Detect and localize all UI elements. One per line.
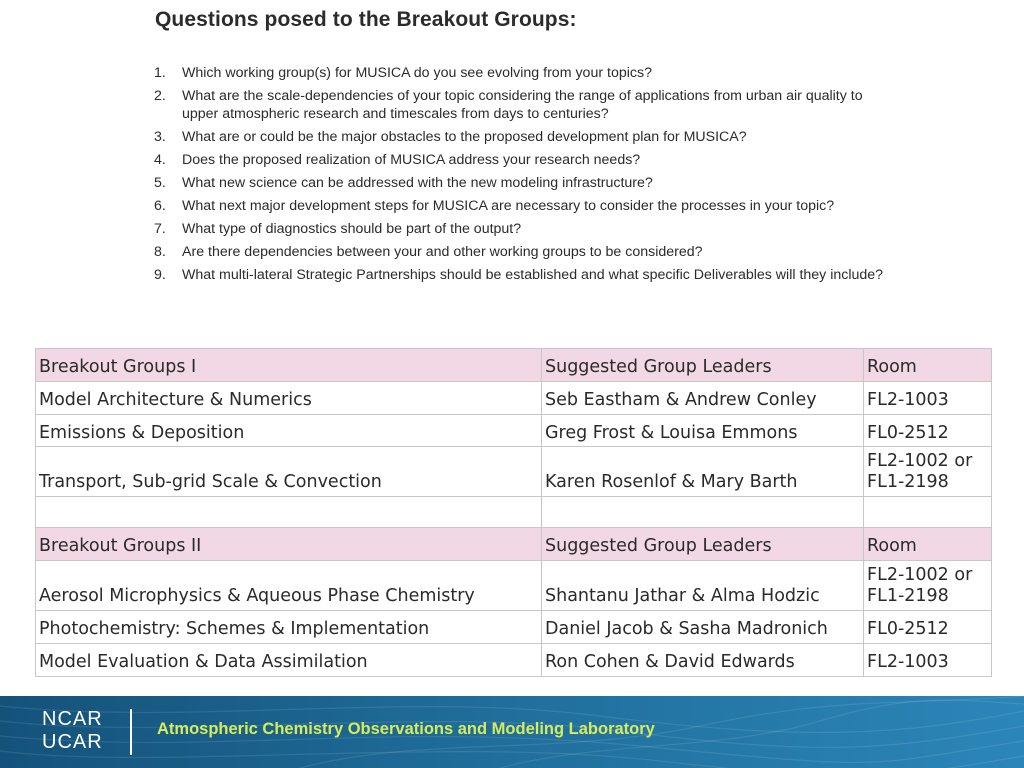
question-text: Does the proposed realization of MUSICA address your research needs? bbox=[182, 152, 641, 168]
question-number: 3. bbox=[154, 129, 166, 145]
table-row bbox=[36, 644, 992, 677]
room-cell: FL2-1003 bbox=[864, 644, 992, 677]
group-name-cell: Model Architecture & Numerics bbox=[36, 382, 542, 415]
question-number: 8. bbox=[154, 244, 166, 260]
leaders-cell: Greg Frost & Louisa Emmons bbox=[542, 415, 864, 447]
group-name-cell: Model Evaluation & Data Assimilation bbox=[36, 644, 542, 677]
question-text: What are the scale-dependencies of your topic considering the range of applications from urban air quality to upper atmospheric research and timescales from days to centuries? bbox=[182, 88, 863, 122]
room-cell bbox=[864, 561, 992, 611]
room-cell: FL0-2512 bbox=[864, 415, 992, 447]
group-header-cell: Breakout Groups II bbox=[36, 528, 542, 561]
question-text: Are there dependencies between your and other working groups to be considered? bbox=[182, 244, 703, 260]
table-header-row bbox=[36, 349, 992, 382]
room-cell: FL0-2512 bbox=[864, 611, 992, 644]
group-name-cell: Emissions & Deposition bbox=[36, 415, 542, 447]
room-cell: FL2-1003 bbox=[864, 382, 992, 415]
group-name-cell: Photochemistry: Schemes & Implementation bbox=[36, 611, 542, 644]
room-line: FL1-2198 bbox=[867, 472, 949, 492]
table-row bbox=[36, 611, 992, 644]
room-header-cell: Room bbox=[864, 528, 992, 561]
question-number: 1. bbox=[154, 65, 166, 81]
group-name-cell: Transport, Sub-grid Scale & Convection bbox=[36, 447, 542, 497]
table-row bbox=[36, 415, 992, 447]
table-row bbox=[36, 447, 992, 497]
question-text: What are or could be the major obstacles to the proposed development plan for MUSICA? bbox=[182, 129, 747, 145]
footer-banner bbox=[0, 696, 1024, 768]
question-item bbox=[154, 220, 894, 238]
question-number: 9. bbox=[154, 267, 166, 283]
question-number: 7. bbox=[154, 221, 166, 237]
question-item bbox=[154, 197, 894, 215]
breakout-groups-table bbox=[35, 348, 992, 677]
ncar-ucar-logo bbox=[42, 708, 103, 754]
lab-name: Atmospheric Chemistry Observations and Modeling Laboratory bbox=[157, 720, 655, 738]
leaders-header-cell: Suggested Group Leaders bbox=[542, 349, 864, 382]
empty-cell bbox=[542, 497, 864, 528]
question-text: What next major development steps for MUSICA are necessary to consider the processes in your topic? bbox=[182, 198, 835, 214]
question-item bbox=[154, 266, 894, 284]
question-item bbox=[154, 64, 894, 82]
table-header-row bbox=[36, 528, 992, 561]
question-number: 2. bbox=[154, 88, 166, 104]
question-number: 5. bbox=[154, 175, 166, 191]
question-item bbox=[154, 174, 894, 192]
question-text: Which working group(s) for MUSICA do you see evolving from your topics? bbox=[182, 65, 652, 81]
question-number: 6. bbox=[154, 198, 166, 214]
logo-divider bbox=[130, 709, 132, 755]
table-spacer-row bbox=[36, 497, 992, 528]
leaders-cell: Daniel Jacob & Sasha Madronich bbox=[542, 611, 864, 644]
slide-title: Questions posed to the Breakout Groups: bbox=[155, 8, 577, 31]
leaders-cell: Seb Eastham & Andrew Conley bbox=[542, 382, 864, 415]
leaders-header-cell: Suggested Group Leaders bbox=[542, 528, 864, 561]
logo-line: UCAR bbox=[42, 731, 103, 753]
empty-cell bbox=[864, 497, 992, 528]
question-number: 4. bbox=[154, 152, 166, 168]
empty-cell bbox=[36, 497, 542, 528]
logo-line: NCAR bbox=[42, 708, 103, 730]
group-name-cell: Aerosol Microphysics & Aqueous Phase Chemistry bbox=[36, 561, 542, 611]
group-header-cell: Breakout Groups I bbox=[36, 349, 542, 382]
question-item bbox=[154, 87, 894, 123]
room-line: FL2-1002 or bbox=[867, 565, 973, 585]
room-line: FL1-2198 bbox=[867, 586, 949, 606]
question-text: What new science can be addressed with the new modeling infrastructure? bbox=[182, 175, 653, 191]
question-item bbox=[154, 243, 894, 261]
table-row bbox=[36, 561, 992, 611]
question-text: What type of diagnostics should be part of the output? bbox=[182, 221, 522, 237]
room-line: FL2-1002 or bbox=[867, 451, 973, 471]
leaders-cell: Karen Rosenlof & Mary Barth bbox=[542, 447, 864, 497]
leaders-cell: Ron Cohen & David Edwards bbox=[542, 644, 864, 677]
leaders-cell: Shantanu Jathar & Alma Hodzic bbox=[542, 561, 864, 611]
question-text: What multi-lateral Strategic Partnerships should be established and what specific Deliverables will they include? bbox=[182, 267, 884, 283]
table-row bbox=[36, 382, 992, 415]
room-cell bbox=[864, 447, 992, 497]
questions-list bbox=[154, 64, 894, 289]
room-header-cell: Room bbox=[864, 349, 992, 382]
question-item bbox=[154, 128, 894, 146]
question-item bbox=[154, 151, 894, 169]
